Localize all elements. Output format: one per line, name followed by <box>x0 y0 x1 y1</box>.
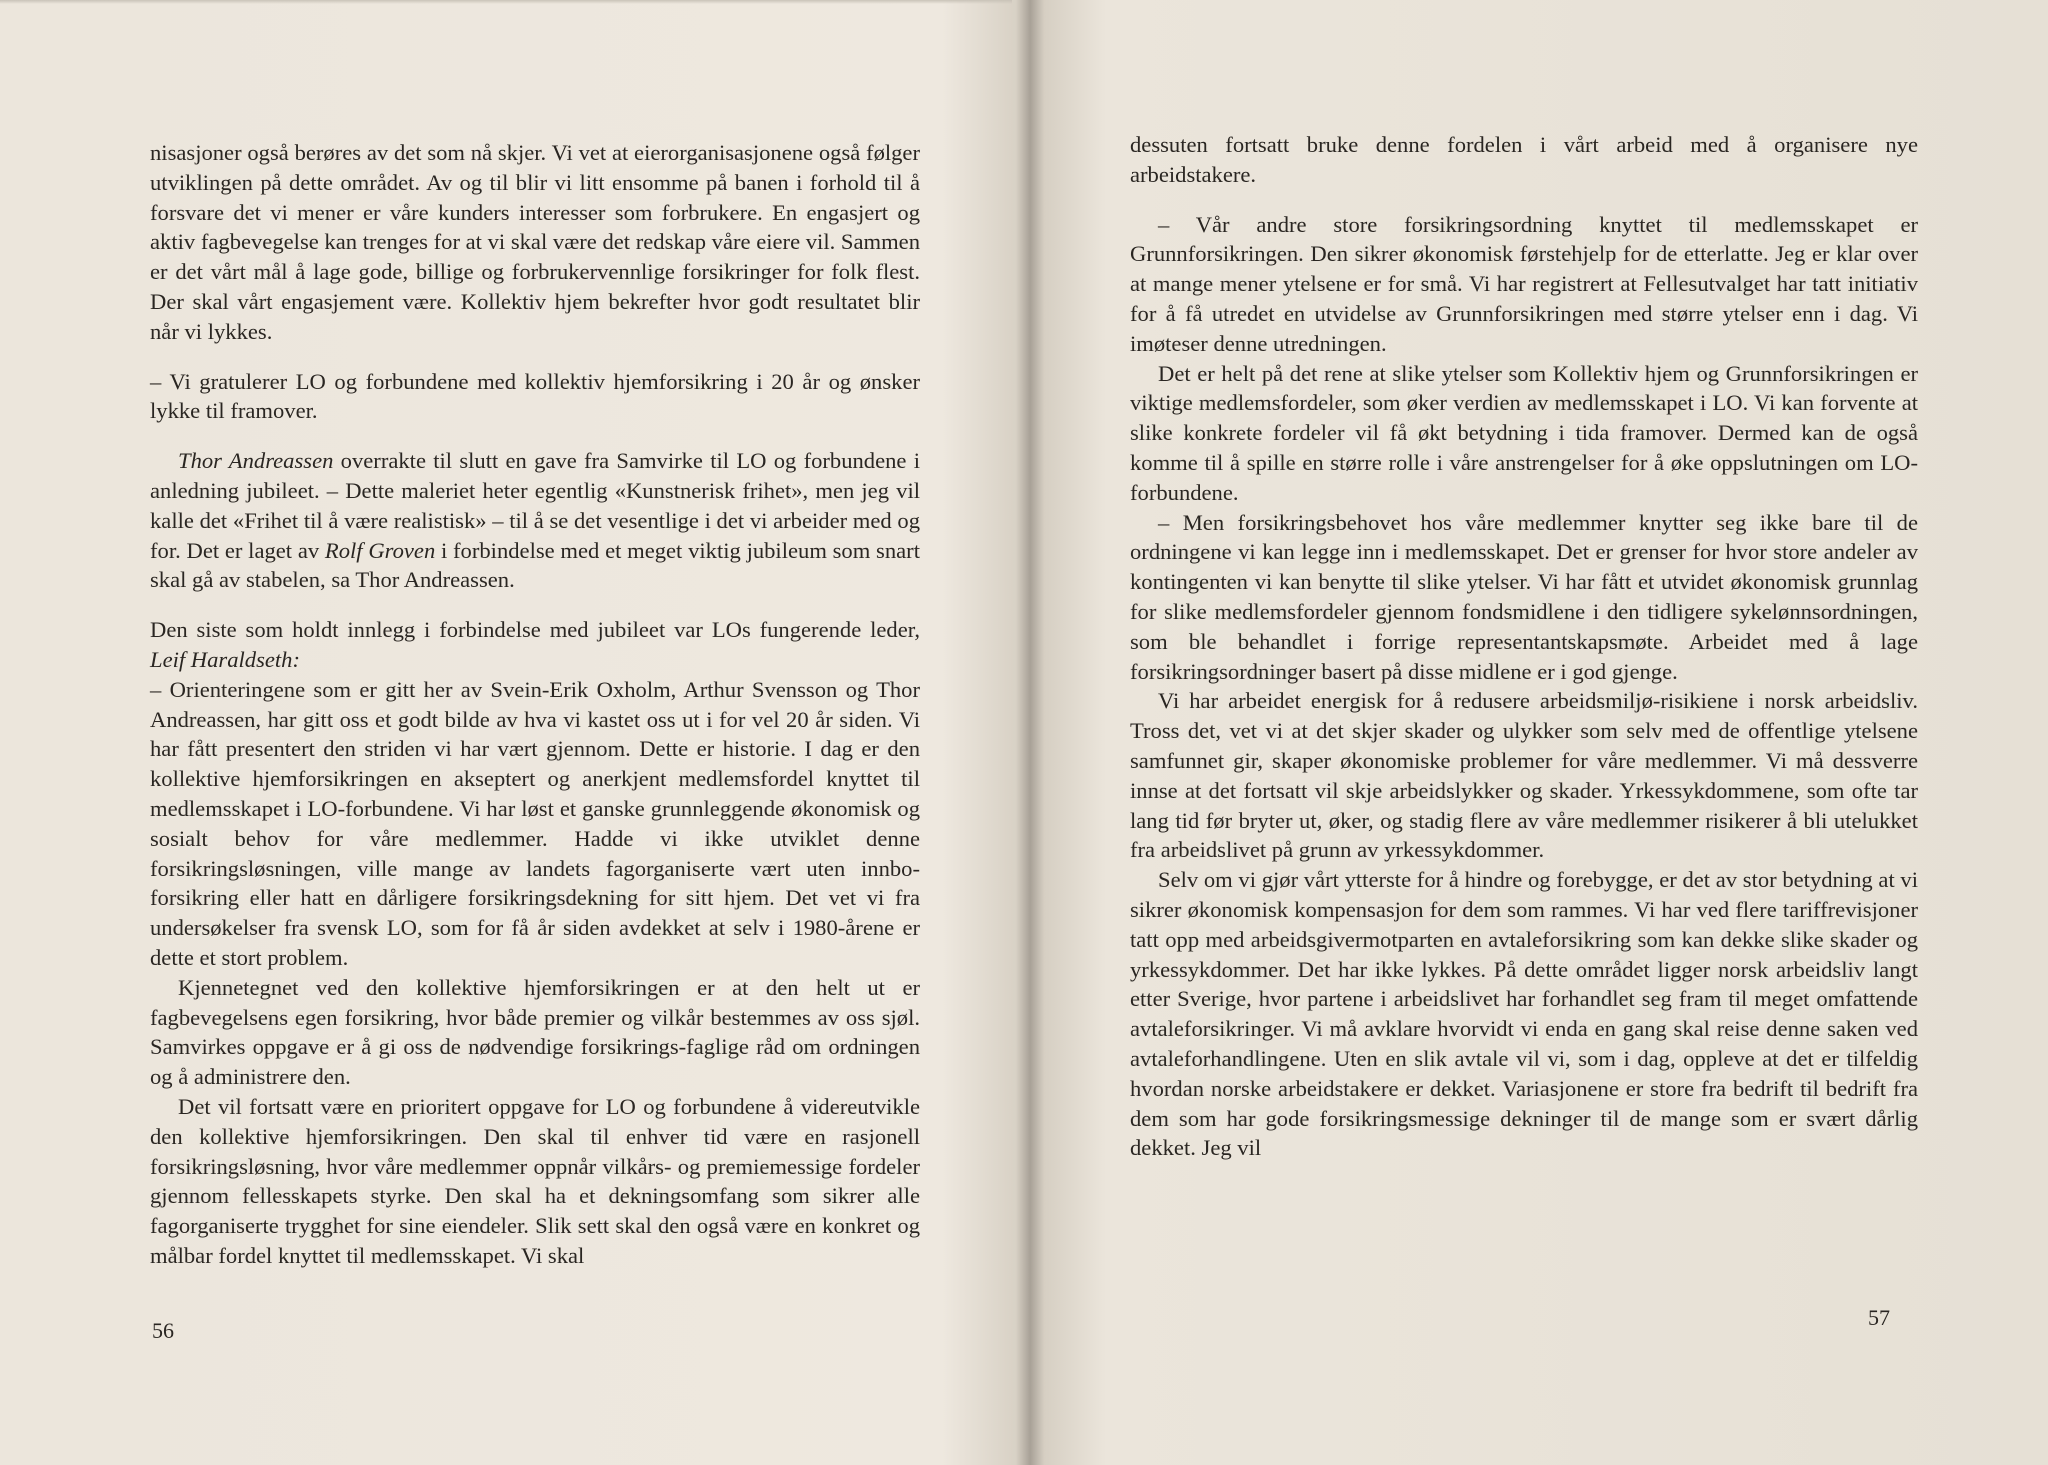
paragraph: Selv om vi gjør vårt ytterste for å hindre og forebygge, er det av stor betydning at vi sikrer økonomisk kompensasjon for dem som rammes. Vi har ved flere tariffrevisjoner tatt opp med arbeidsgivermotparten en avtaleforsikring som kan dekke slike skader og yrkessykdommer. Det har ikke lykkes. På dette området ligger norsk arbeidsliv langt etter Sverige, hvor partene i arbeidslivet har forhandlet seg fram til meget omfattende avtaleforsikringer. Vi må avklare hvorvidt vi enda en gang skal reise denne saken ved avtaleforhandlingene. Uten en slik avtale vil vi, som i dag, oppleve at det er tilfeldig hvordan norske arbeidstakere er dekket. Variasjonene er store fra bedrift til bedrift fra dem som har gode forsikringsmessige dekninger til de mange som er svært dårlig dekket. Jeg vil <box>1130 867 1918 1161</box>
person-name: Leif Haraldseth: <box>150 646 300 672</box>
person-name: Rolf Groven <box>324 537 436 563</box>
paragraph-text: i forbindelse med et meget viktig jubileum som snart skal gå av stabelen, sa Thor Andreassen. <box>150 537 920 593</box>
paragraph: – Vår andre store forsikringsordning knyttet til medlemsskapet er Grunnforsikringen. Den sikrer økonomisk førstehjelp for de etterlatte. Jeg er klar over at mange mener ytelsene er for små. Vi har registrert at Fellesutvalget har tatt initiativ for å få utredet en utvidelse av Grunnforsikringen med større ytelser enn i dag. Vi imøteser denne utredningen. <box>1130 211 1918 356</box>
paragraph: Vi har arbeidet energisk for å redusere arbeidsmiljø-risikiene i norsk arbeidsliv. Tross det, vet vi at det skjer skader og ulykker som selv med de offentlige ytelsene samfunnet gir, skaper økonomiske problemer for våre medlemmer. Vi må dessverre innse at det fortsatt vil skje arbeidslykker og skader. Yrkessykdommene, som ofte tar lang tid før bryter ut, øker, og stadig flere av våre medlemmer risikerer å bli utelukket fra arbeidslivet på grunn av yrkessykdommer. <box>1130 688 1918 863</box>
paragraph-text: overrakte til slutt en gave fra Samvirke til LO og forbundene i anledning jubileet. – Dette maleriet heter egentlig «Kunstnerisk frihet», men jeg vil kalle det «Frihet til å være realistisk» – til å se det vesentlige i det vi arbeider med og for. Det er laget av <box>150 448 921 563</box>
paragraph <box>150 615 920 675</box>
right-page <box>1022 0 2048 1465</box>
page-top-edge <box>0 0 1012 4</box>
paragraph: Det er helt på det rene at slike ytelser som Kollektiv hjem og Grunnforsikringen er viktige medlemsfordeler, som øker verdien av medlemsskapet i LO. Vi kan forvente at slike konkrete fordeler vil få økt betydning i tida framover. Dermed kan de også komme til å spille en større rolle i våre anstrengelser for å øke oppslutningen om LO-forbundene. <box>1130 360 1918 505</box>
left-page <box>0 0 1012 1465</box>
paragraph: dessuten fortsatt bruke denne fordelen i vårt arbeid med å organisere nye arbeidstakere. <box>1130 132 1918 187</box>
paragraph-text: Den siste som holdt innlegg i forbindelse med jubileet var LOs fungerende leder, <box>150 617 920 643</box>
paragraph: – Men forsikringsbehovet hos våre medlemmer knytter seg ikke bare til de ordningene vi kan legge inn i medlemsskapet. Det er grenser for hvor store andeler av kontingenten vi kan benytte til slike ytelser. Vi har fått et utvidet økonomisk grunnlag for slike medlemsfordeler gjennom fondsmidlene i den tidligere sykelønnsordningen, som ble behandlet i forrige representantskapsmøte. Arbeidet med å lage forsikringsordninger basert på disse midlene er i god gjenge. <box>1130 509 1918 684</box>
paragraph: Det vil fortsatt være en prioritert oppgave for LO og forbundene å videreutvikle den kollektive hjemforsikringen. Den skal til enhver tid være en rasjonell forsikringsløsning, hvor våre medlemmer oppnår vilkårs- og premiemessige fordeler gjennom fellesskapets styrke. Den skal ha et dekningsomfang som sikrer alle fagorganiserte trygghet for sine eiendeler. Slik sett skal den også være en konkret og målbar fordel knyttet til medlemsskapet. Vi skal <box>150 1093 920 1268</box>
page-number: 56 <box>152 1318 174 1343</box>
person-name: Thor Andreassen <box>178 448 334 474</box>
paragraph: nisasjoner også berøres av det som nå skjer. Vi vet at eierorganisasjonene også følger utviklingen på dette området. Av og til blir vi litt ensomme på banen i forhold til å forsvare det vi mener er våre kunders interesser som forbrukere. En engasjert og aktiv fagbevegelse kan trenges for at vi skal være det redskap våre eiere vil. Sammen er det vårt mål å lage gode, billige og forbrukervennlige forsikringer for folk flest. Der skal vårt engasjement være. Kollektiv hjem bekrefter hvor godt resultatet blir når vi lykkes. <box>150 140 920 344</box>
paragraph: Kjennetegnet ved den kollektive hjemforsikringen er at den helt ut er fagbevegelsens egen forsikring, hvor både premier og vilkår bestemmes av oss sjøl. Samvirkes oppgave er å gi oss de nødvendige forsikrings-faglige råd om ordningen og å administrere den. <box>150 974 920 1090</box>
right-text-column <box>1130 130 1918 1163</box>
paragraph: – Orienteringene som er gitt her av Svein-Erik Oxholm, Arthur Svensson og Thor Andreassen, har gitt oss et godt bilde av hva vi kastet oss ut i for vel 20 år siden. Vi har fått presentert den striden vi har vært gjennom. Dette er historie. I dag er den kollektive hjemforsikringen en akseptert og anerkjent medlemsfordel knyttet til medlemsskapet i LO-forbundene. Vi har løst et ganske grunnleggende økonomisk og sosialt behov for våre medlemmer. Hadde vi ikke utviklet denne forsikringsløsningen, ville mange av landets fagorganiserte vært uten innbo-forsikring eller hatt en dårligere forsikringsdekning for sitt hjem. Det vet vi fra undersøkelser fra svensk LO, som for få år siden avdekket at selv i 1980-årene er dette et stort problem. <box>150 676 920 970</box>
paragraph: – Vi gratulerer LO og forbundene med kollektiv hjemforsikring i 20 år og ønsker lykke til framover. <box>150 368 920 424</box>
left-text-column <box>150 138 920 1271</box>
page-number: 57 <box>1868 1305 1890 1330</box>
paragraph <box>150 446 920 595</box>
